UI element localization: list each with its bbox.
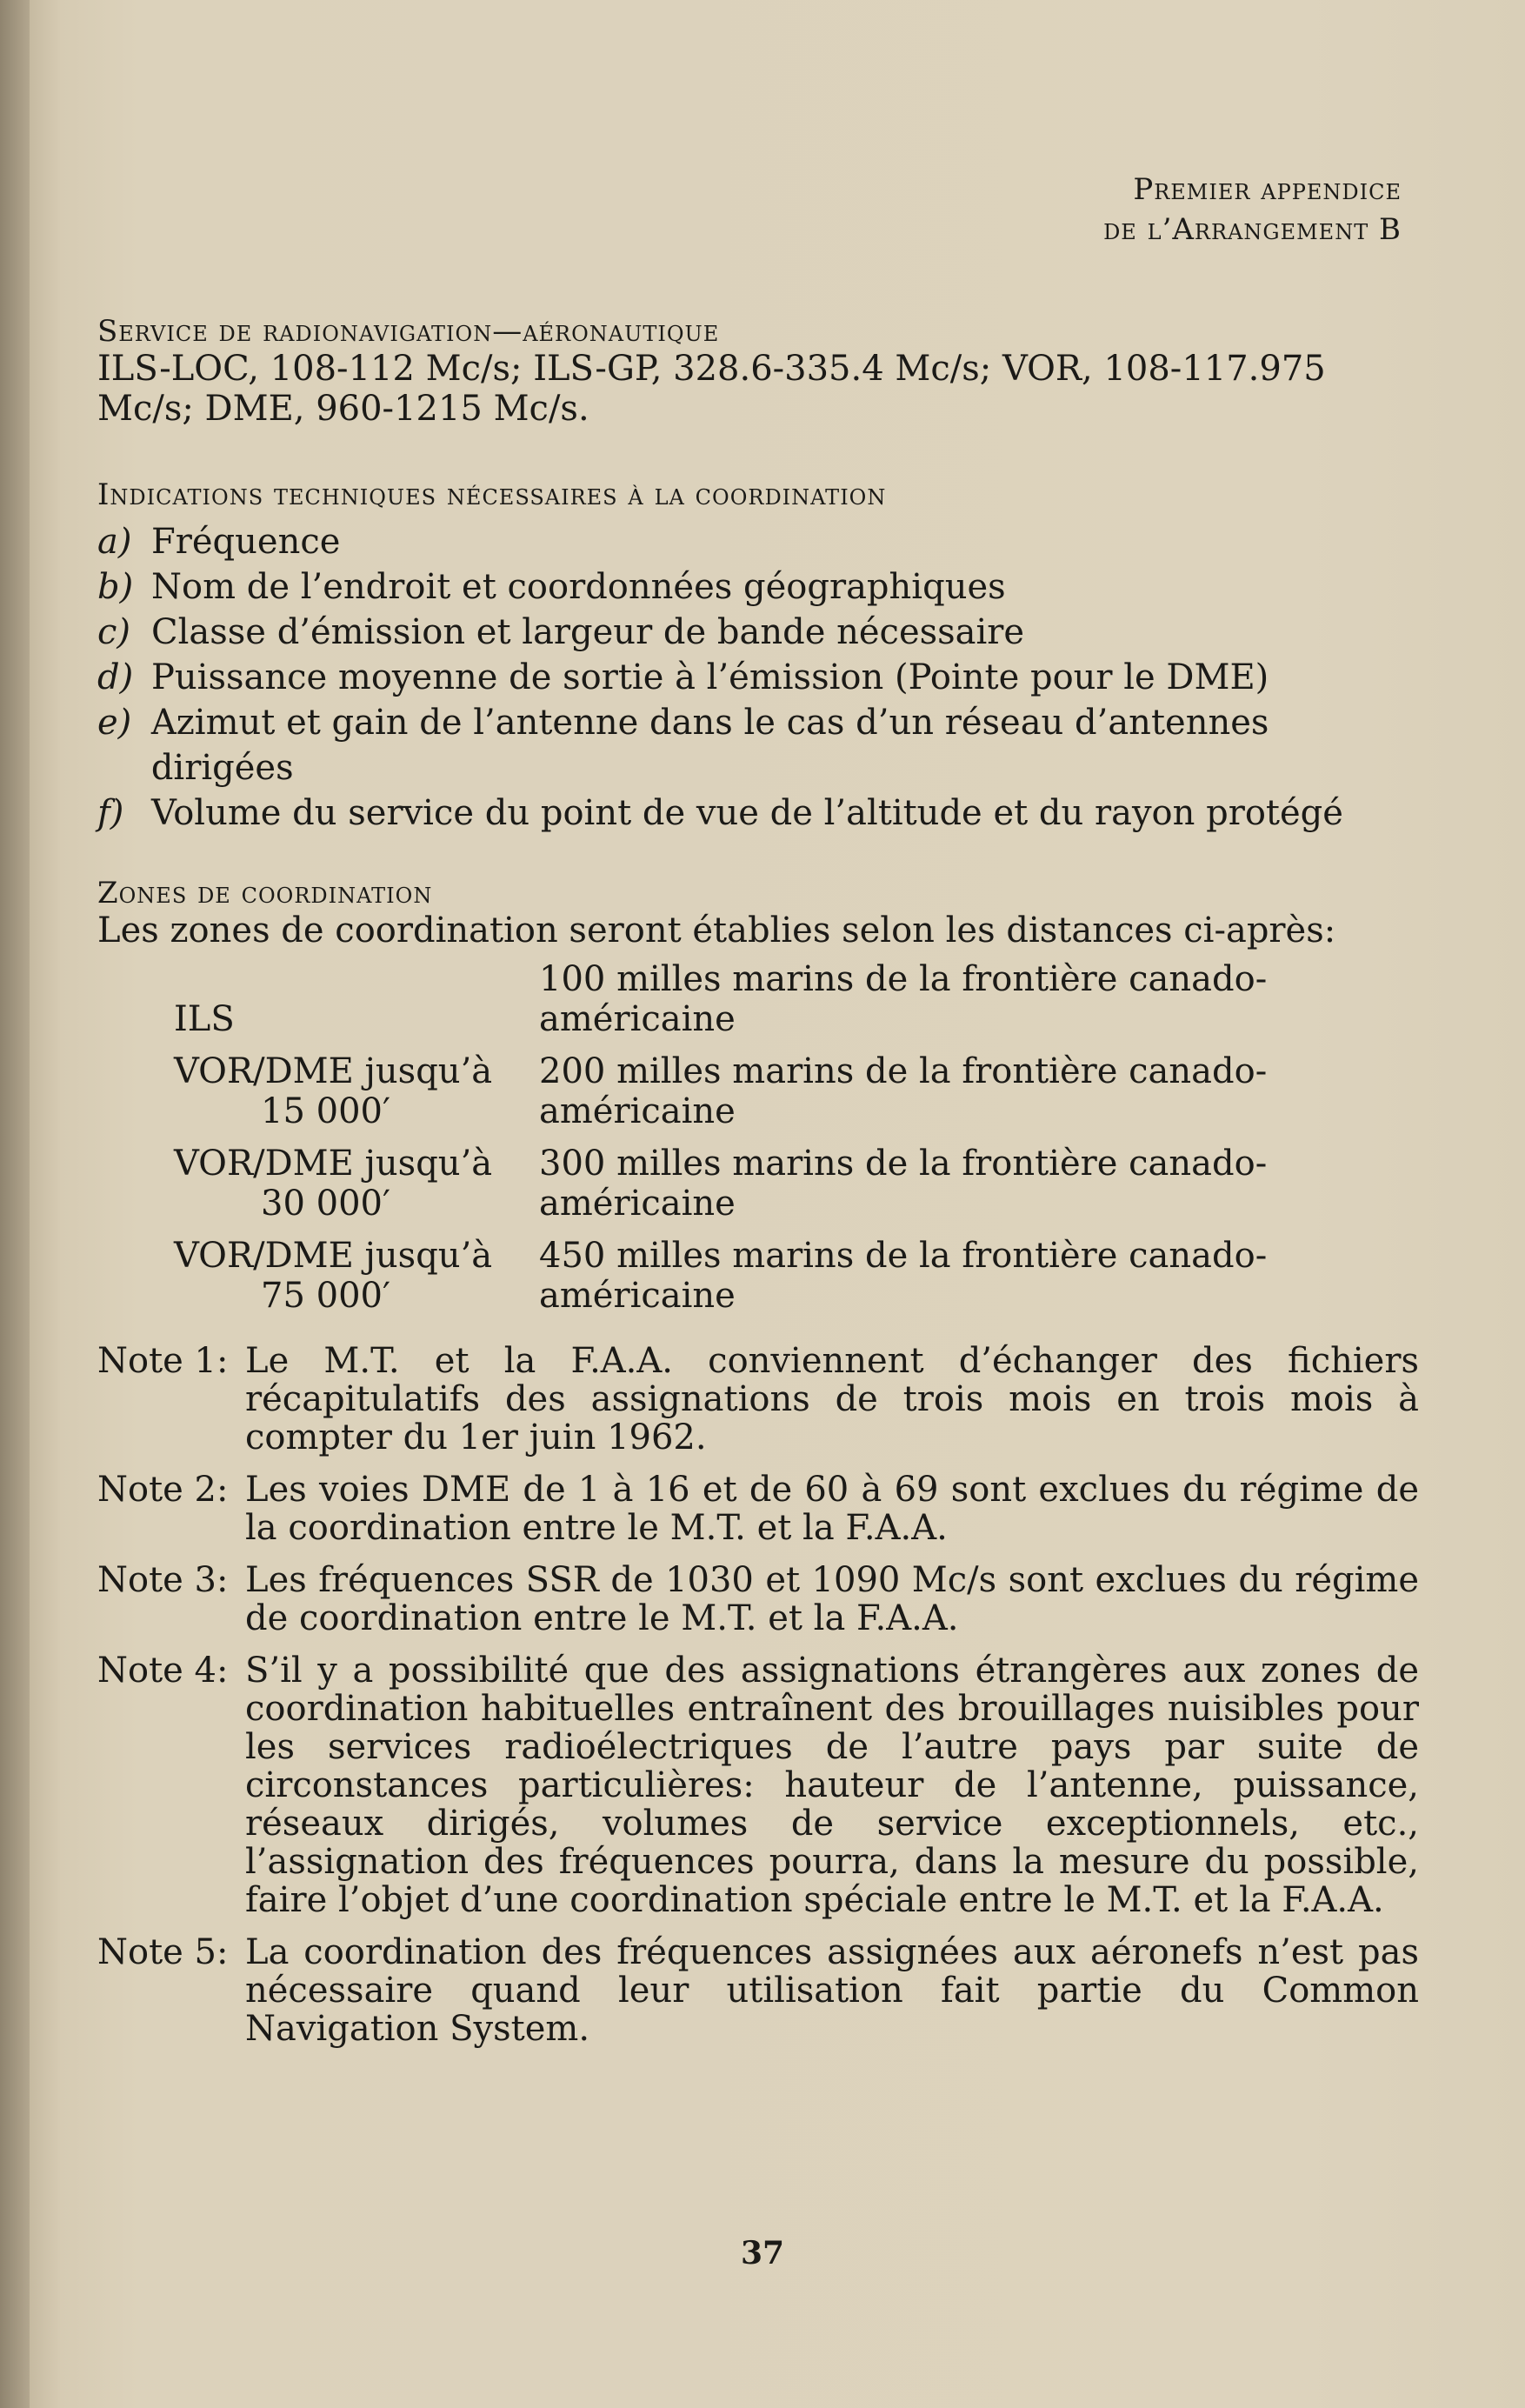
zone-cell xyxy=(174,1144,539,1236)
list-item-letter: a) xyxy=(97,522,132,562)
list-item-text: Puissance moyenne de sortie à l’émission (Pointe pour le DME) xyxy=(151,657,1269,697)
zones-intro: Les zones de coordination seront établies selon les distances ci-après: xyxy=(97,911,1336,951)
list-item-letter: c) xyxy=(97,612,131,652)
header-line-2: de l’Arrangement B xyxy=(1103,212,1402,247)
list-item-text: Volume du service du point de vue de l’altitude et du rayon protégé xyxy=(151,793,1343,833)
list-item xyxy=(97,519,1419,564)
note-text: La coordination des fréquences assignées aux aéronefs n’est pas nécessaire quand leur utilisation fait partie du Common Navigation System. xyxy=(245,1932,1419,2049)
page-content xyxy=(97,170,1419,2048)
list-item-letter: b) xyxy=(97,567,134,607)
zone-altitude: 75 000′ xyxy=(261,1276,391,1316)
note xyxy=(97,1651,1419,1919)
service-section xyxy=(97,314,1419,429)
distance-cell: 200 milles marins de la frontière canado-américaine xyxy=(539,1051,1268,1131)
notes-section xyxy=(97,1342,1419,2048)
note xyxy=(97,1933,1419,2048)
note-label: Note 1: xyxy=(97,1341,229,1381)
note-label: Note 4: xyxy=(97,1651,229,1691)
service-heading: Service de radionavigation—aéronautique xyxy=(97,314,720,349)
note xyxy=(97,1561,1419,1638)
zone-cell xyxy=(174,1051,539,1144)
note-label: Note 2: xyxy=(97,1470,229,1510)
zones-section xyxy=(97,876,1419,1328)
indications-heading: Indications techniques nécessaires à la coordination xyxy=(97,477,887,512)
header-line-1: Premier appendice xyxy=(1133,172,1402,207)
zone-cell xyxy=(174,959,539,1051)
running-header xyxy=(97,170,1419,250)
note-text: S’il y a possibilité que des assignations étrangères aux zones de coordination habituelles entraînent des brouillages nuisibles pour les services radioélectriques de l’autre pays par suite de circonstances particulières: hauteur de l’antenne, puissance, réseaux dirigés, volumes de service exceptionnels, etc., l’assignation des fréquences pourra, dans la mesure du possible, faire l’objet d’une coordination spéciale entre le M.T. et la F.A.A. xyxy=(245,1651,1419,1920)
page-number: 37 xyxy=(740,2235,785,2271)
list-item-text: Nom de l’endroit et coordonnées géographiques xyxy=(151,567,1006,607)
note xyxy=(97,1471,1419,1547)
list-item-text: Fréquence xyxy=(151,522,341,562)
list-item-text: Classe d’émission et largeur de bande nécessaire xyxy=(151,612,1025,652)
distance-cell: 300 milles marins de la frontière canado-américaine xyxy=(539,1144,1268,1224)
zones-heading: Zones de coordination xyxy=(97,876,433,911)
zones-table xyxy=(174,959,1419,1328)
list-item xyxy=(97,655,1419,700)
note-label: Note 5: xyxy=(97,1932,229,1972)
table-row xyxy=(174,1051,1419,1144)
list-item-letter: f) xyxy=(97,793,124,833)
zone-label: ILS xyxy=(174,999,235,1039)
zone-cell xyxy=(174,1236,539,1328)
list-item xyxy=(97,610,1419,655)
note-text: Les fréquences SSR de 1030 et 1090 Mc/s sont exclues du régime de coordination entre le M.T. et la F.A.A. xyxy=(245,1560,1419,1638)
list-item-text: Azimut et gain de l’antenne dans le cas d’un réseau d’antennes dirigées xyxy=(150,703,1269,788)
zone-label: VOR/DME jusqu’à xyxy=(174,1236,493,1276)
note xyxy=(97,1342,1419,1457)
list-item-letter: d) xyxy=(97,657,134,697)
note-text: Le M.T. et la F.A.A. conviennent d’échanger des fichiers récapitulatifs des assignations de trois mois en trois mois à compter du 1er juin 1962. xyxy=(245,1341,1419,1457)
table-row xyxy=(174,959,1419,1051)
list-item xyxy=(97,700,1419,790)
note-text: Les voies DME de 1 à 16 et de 60 à 69 sont exclues du régime de la coordination entre le M.T. et la F.A.A. xyxy=(245,1470,1419,1548)
page-binding-edge xyxy=(0,0,30,2408)
table-row xyxy=(174,1144,1419,1236)
service-frequencies: ILS-LOC, 108-112 Mc/s; ILS-GP, 328.6-335.4 Mc/s; VOR, 108-117.975 Mc/s; DME, 960-1215 Mc/s. xyxy=(97,349,1326,429)
list-item xyxy=(97,790,1419,836)
zone-label: VOR/DME jusqu’à xyxy=(174,1051,493,1091)
distance-cell: 100 milles marins de la frontière canado-américaine xyxy=(539,959,1268,1039)
indications-list xyxy=(97,519,1419,836)
zone-altitude: 30 000′ xyxy=(261,1184,391,1224)
list-item xyxy=(97,564,1419,610)
note-label: Note 3: xyxy=(97,1560,229,1600)
table-row xyxy=(174,1236,1419,1328)
indications-section xyxy=(97,477,1419,836)
zone-label: VOR/DME jusqu’à xyxy=(174,1144,493,1184)
distance-cell: 450 milles marins de la frontière canado-américaine xyxy=(539,1236,1268,1316)
zone-altitude: 15 000′ xyxy=(261,1091,391,1131)
list-item-letter: e) xyxy=(97,703,132,743)
